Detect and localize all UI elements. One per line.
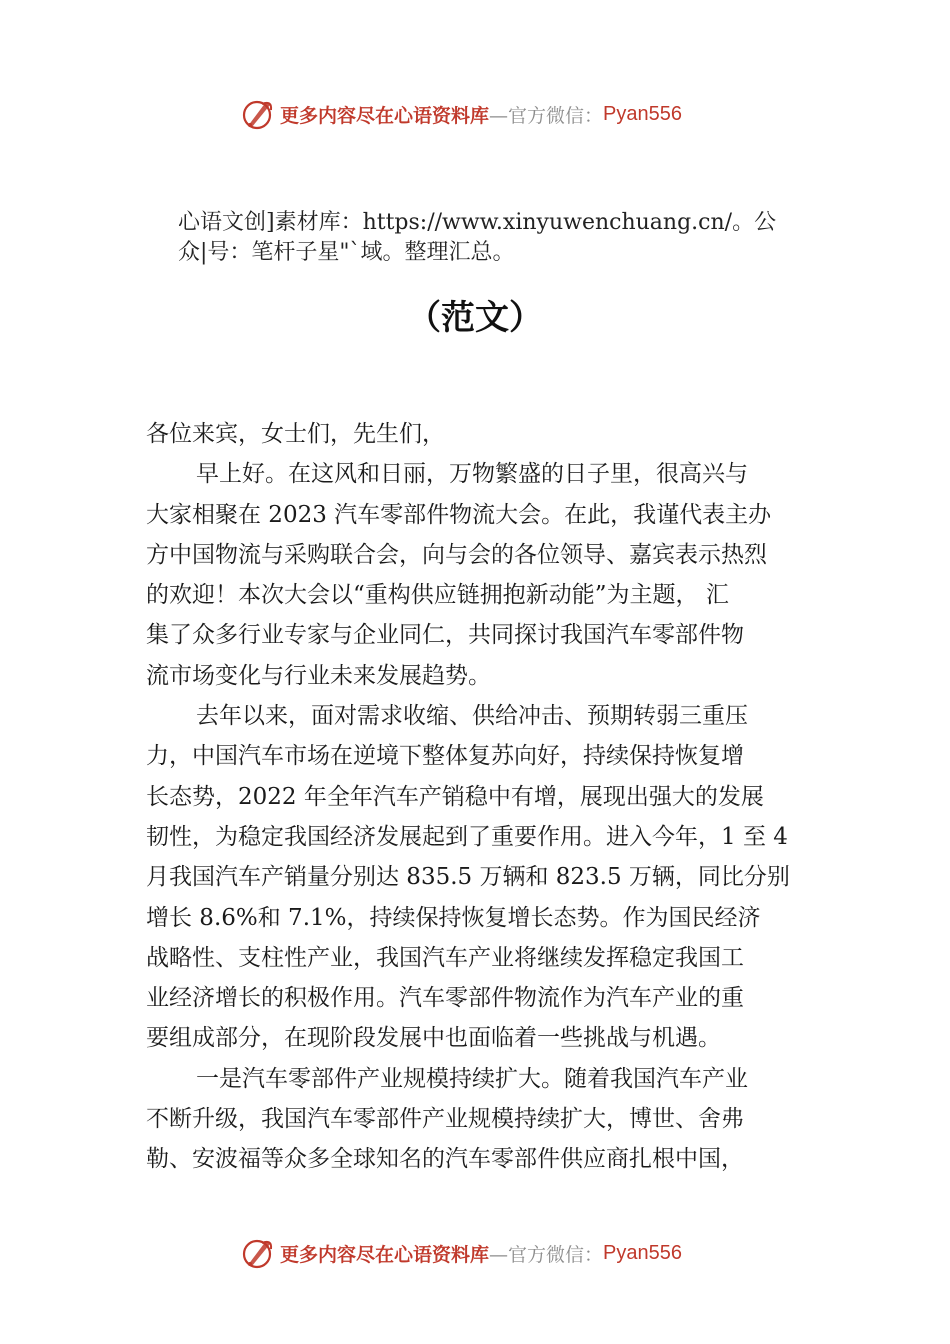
paragraph-line: 战略性、支柱性产业，我国汽车产业将继续发挥稳定我国工 [146, 944, 744, 971]
paragraph-line: 的欢迎！本次大会以“重构供应链拥抱新动能”为主题， 汇 [146, 582, 729, 609]
brand-text: 更多内容尽在心语资料库 [280, 1243, 490, 1266]
paragraph-line: 要组成部分，在现阶段发展中也面临着一些挑战与机遇。 [146, 1025, 721, 1052]
wechat-label: —官方微信： [489, 104, 604, 127]
paragraph-line: 力，中国汽车市场在逆境下整体复苏向好，持续保持恢复增 [146, 743, 744, 770]
paragraph-line: 韧性，为稳定我国经济发展起到了重要作用。进入今年，1 至 4 [146, 823, 788, 850]
paragraph-line: 不断升级，我国汽车零部件产业规模持续扩大，博世、舍弗 [146, 1106, 744, 1133]
paragraph-line: 早上好。在这风和日丽，万物繁盛的日子里，很高兴与 [196, 461, 748, 488]
wechat-id: Pyan556 [603, 102, 682, 125]
paragraph-line: 方中国物流与采购联合会，向与会的各位领导、嘉宾表示热烈 [146, 541, 767, 568]
paragraph-line: 增长 8.6%和 7.1%，持续保持恢复增长态势。作为国民经济 [146, 904, 761, 931]
footer-banner[interactable] [240, 1233, 760, 1273]
brand-text: 更多内容尽在心语资料库 [280, 104, 490, 127]
paragraph-line: 长态势，2022 年全年汽车产销稳中有增，展现出强大的发展 [146, 783, 764, 810]
source-note-line: 心语文创]素材库：https://www.xinyuwenchuang.cn/。公 [178, 210, 777, 235]
paragraph-line: 集了众多行业专家与企业同仁，共同探讨我国汽车零部件物 [146, 622, 744, 649]
document-title: （范文） [407, 298, 543, 338]
quill-logo-icon [240, 1235, 276, 1271]
wechat-id: Pyan556 [603, 1241, 682, 1264]
quill-logo-icon [240, 96, 276, 132]
paragraph-line: 大家相聚在 2023 汽车零部件物流大会。在此，我谨代表主办 [146, 501, 772, 528]
greeting-line: 各位来宾，女士们，先生们， [146, 421, 445, 447]
paragraph-line: 去年以来，面对需求收缩、供给冲击、预期转弱三重压 [196, 703, 748, 730]
source-note-line: 众|号：笔杆子星"`域。整理汇总。 [178, 240, 515, 265]
paragraph-line: 勒、安波福等众多全球知名的汽车零部件供应商扎根中国， [146, 1146, 744, 1173]
paragraph-line: 流市场变化与行业未来发展趋势。 [146, 662, 491, 689]
paragraph-line: 一是汽车零部件产业规模持续扩大。随着我国汽车产业 [196, 1065, 748, 1092]
body-text [146, 414, 826, 1180]
paragraph-line: 业经济增长的积极作用。汽车零部件物流作为汽车产业的重 [146, 985, 744, 1012]
wechat-label: —官方微信： [489, 1243, 604, 1266]
header-banner[interactable] [240, 94, 760, 134]
paragraph-line: 月我国汽车产销量分别达 835.5 万辆和 823.5 万辆，同比分别 [146, 864, 790, 891]
source-note [178, 208, 838, 268]
